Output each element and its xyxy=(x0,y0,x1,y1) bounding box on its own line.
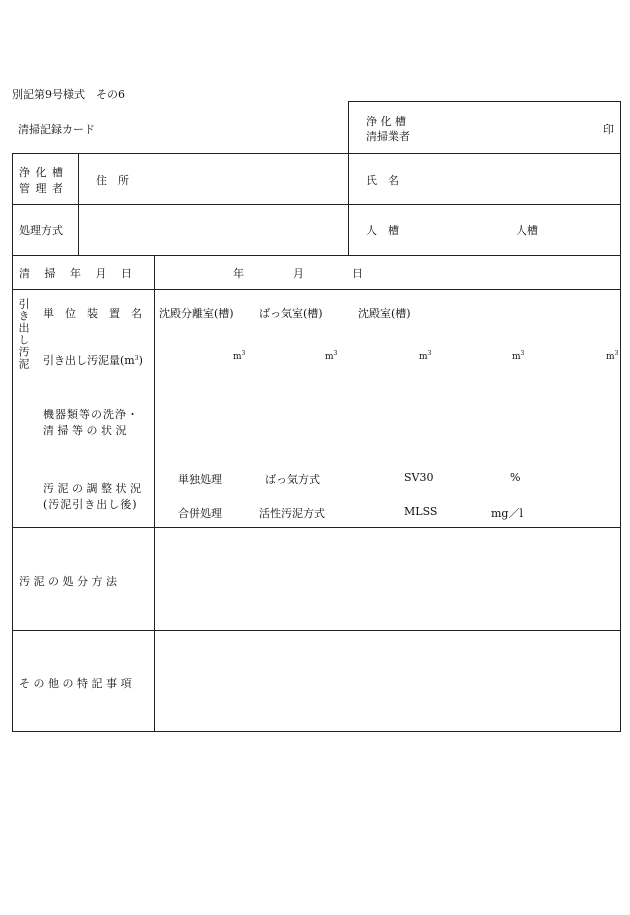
seal-mark: 印 xyxy=(603,123,614,136)
rule xyxy=(620,101,621,732)
rule xyxy=(12,731,621,732)
rule xyxy=(12,630,621,631)
cubic-unit-sup: 3 xyxy=(614,350,619,357)
adjust-type-2: 合併処理 xyxy=(178,507,222,520)
adjustment-label-1: 汚 泥 の 調 整 状 況 xyxy=(43,482,141,495)
rule xyxy=(12,153,621,154)
rule xyxy=(12,527,621,528)
cubic-unit-sup: 3 xyxy=(427,350,432,357)
cubic-unit-text: m xyxy=(233,352,242,362)
cubic-unit-text: m xyxy=(419,352,428,362)
cubic-unit-5 xyxy=(606,352,618,362)
cubic-unit-sup: 3 xyxy=(333,350,338,357)
manager-label-2: 管 理 者 xyxy=(19,182,64,195)
notes-label: そ の 他 の 特 記 事 項 xyxy=(19,677,132,690)
date-row-label: 清 掃 年 月 日 xyxy=(19,267,132,280)
adjust-metric-2: MLSS xyxy=(404,505,438,518)
cubic-unit-2 xyxy=(325,352,337,362)
adjust-type-1: 単独処理 xyxy=(178,473,222,486)
cleaner-label-1: 浄 化 槽 xyxy=(366,115,406,128)
date-year: 年 xyxy=(233,267,244,280)
adjustment-label-2: (汚泥引き出し後) xyxy=(43,498,138,511)
cubic-unit-4 xyxy=(512,352,524,362)
capacity-label: 人 槽 xyxy=(366,224,399,237)
method-label: 処理方式 xyxy=(19,224,63,237)
date-month: 月 xyxy=(293,267,304,280)
unit-name-2: ばっ気室(槽) xyxy=(259,307,323,320)
adjust-unit-1: % xyxy=(510,471,521,484)
adjust-method-2: 活性汚泥方式 xyxy=(259,507,325,520)
cubic-unit-sup: 3 xyxy=(241,350,246,357)
rule xyxy=(12,255,621,256)
cubic-unit-sup: 3 xyxy=(520,350,525,357)
cubic-unit-text: m xyxy=(606,352,615,362)
address-label: 住 所 xyxy=(96,174,129,187)
unit-name-3: 沈殿室(槽) xyxy=(358,307,411,320)
rule xyxy=(348,101,349,153)
cubic-unit-1 xyxy=(233,352,245,362)
unit-name-1: 沈殿分離室(槽) xyxy=(159,307,234,320)
rule xyxy=(12,153,13,732)
capacity-unit: 人槽 xyxy=(516,224,538,237)
rule xyxy=(12,289,621,290)
cubic-unit-3 xyxy=(419,352,431,362)
cleaner-label-2: 清掃業者 xyxy=(366,130,410,143)
date-day: 日 xyxy=(352,267,363,280)
equipment-label-2: 清 掃 等 の 状 況 xyxy=(43,424,127,437)
rule xyxy=(12,204,621,205)
sludge-amount-sup: 3 xyxy=(134,355,139,362)
sludge-side-label: 引き出し汚泥 xyxy=(17,298,30,370)
rule xyxy=(154,255,155,732)
adjust-method-1: ばっ気方式 xyxy=(265,473,320,486)
unit-name-label: 単 位 装 置 名 xyxy=(43,307,142,320)
adjust-unit-2: mg／l xyxy=(491,507,523,520)
adjust-metric-1: SV30 xyxy=(404,471,434,484)
card-title: 清掃記録カード xyxy=(18,123,95,136)
equipment-label-1: 機器類等の洗浄・ xyxy=(43,408,139,421)
sludge-amount-end: ) xyxy=(138,354,143,367)
manager-label-1: 浄 化 槽 xyxy=(19,166,64,179)
sludge-amount-label xyxy=(43,352,143,368)
disposal-label: 汚 泥 の 処 分 方 法 xyxy=(19,575,117,588)
name-label: 氏 名 xyxy=(366,174,399,187)
cubic-unit-text: m xyxy=(512,352,521,362)
rule xyxy=(348,101,621,102)
sludge-amount-text: 引き出し汚泥量(m xyxy=(43,354,135,367)
form-number: 別記第9号様式 その6 xyxy=(12,88,125,101)
cubic-unit-text: m xyxy=(325,352,334,362)
